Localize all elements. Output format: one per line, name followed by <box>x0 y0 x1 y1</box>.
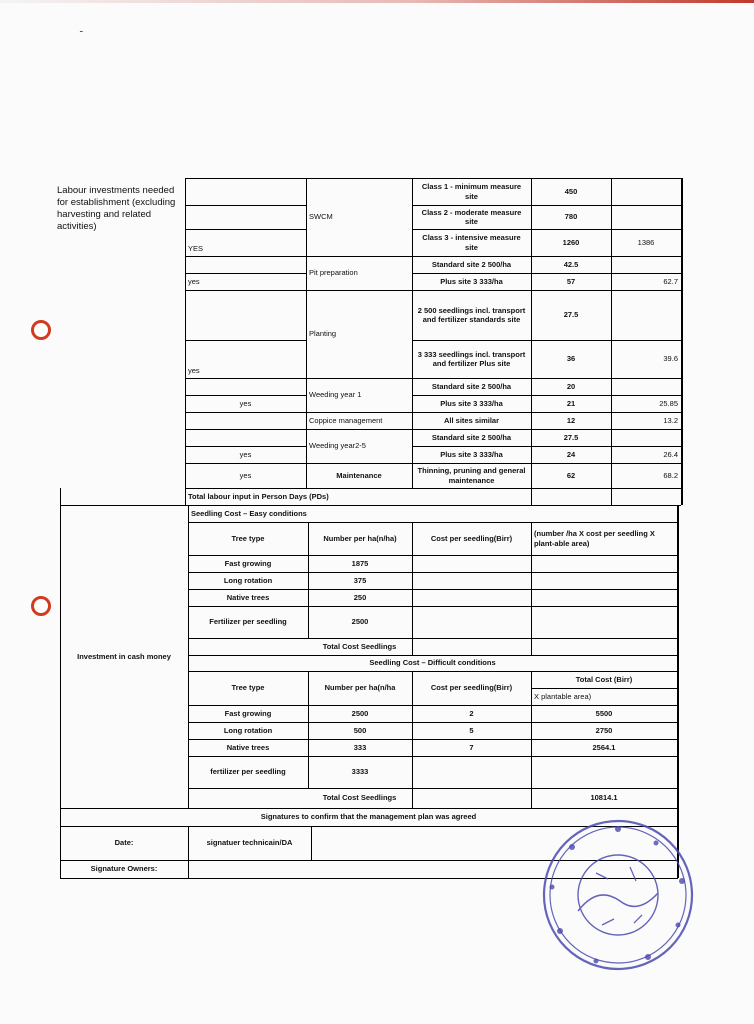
labour-adjusted-days <box>612 429 680 446</box>
table-rule <box>185 205 306 206</box>
punch-hole-bottom <box>31 596 51 616</box>
difficult-tree-type: Fast growing <box>224 708 272 718</box>
official-seal <box>538 815 698 975</box>
yes-mark: yes <box>239 449 252 459</box>
easy-cost-per-seedling <box>413 589 530 606</box>
labour-person-days: 1260 <box>562 237 580 247</box>
easy-header-tree-type: Tree type <box>231 533 265 543</box>
easy-total-cost <box>532 572 676 589</box>
yes-mark: yes <box>188 276 200 286</box>
page-mark: ـ <box>80 24 83 34</box>
table-rule <box>185 340 306 341</box>
easy-number-per-ha: 375 <box>353 575 367 585</box>
technician-signature-label: signatuer technicain/DA <box>206 838 293 848</box>
easy-tree-type: Long rotation <box>223 575 273 585</box>
easy-cost-per-seedling <box>413 606 530 638</box>
labour-activity-description: Plus site 3 333/ha <box>440 398 503 408</box>
labour-activity-description: Thinning, pruning and general maintenance <box>417 466 526 485</box>
labour-activity-description: Class 3 - intensive measure site <box>422 233 521 252</box>
labour-activity-description: Standard site 2 500/ha <box>431 432 512 442</box>
table-rule <box>306 178 307 488</box>
difficult-number-per-ha: 3333 <box>351 767 369 777</box>
pit-preparation-label: Pit preparation <box>309 268 358 278</box>
labour-activity-description: Class 1 - minimum measure site <box>421 182 522 201</box>
difficult-cost-per-seedling <box>413 756 530 788</box>
table-rule <box>531 688 677 689</box>
table-rule <box>311 826 312 860</box>
punch-hole-top <box>31 320 51 340</box>
difficult-tree-type: Native trees <box>226 742 270 752</box>
labour-side-label: Labour investments needed for establishment (excluding harvesting and related activities) <box>57 185 176 232</box>
table-rule <box>611 178 612 505</box>
table-rule <box>308 522 309 638</box>
difficult-total-cost: 2564.1 <box>592 742 616 752</box>
labour-person-days: 27.5 <box>563 432 579 442</box>
total-labour-label: Total labour input in Person Days (PDs) <box>188 491 329 501</box>
owners-signature-label: Signature Owners: <box>90 864 158 874</box>
table-rule <box>412 229 681 230</box>
difficult-number-per-ha: 2500 <box>351 708 369 718</box>
easy-total-cost <box>532 589 676 606</box>
table-rule <box>412 522 413 655</box>
difficult-number-per-ha: 500 <box>353 725 367 735</box>
table-rule <box>185 395 306 396</box>
difficult-cost-per-seedling: 7 <box>469 742 474 752</box>
table-rule <box>412 446 681 447</box>
labour-adjusted-days: 39.6 <box>663 354 678 364</box>
yes-mark: YES <box>188 244 204 254</box>
easy-number-per-ha: 1875 <box>351 558 369 568</box>
labour-person-days: 42.5 <box>563 259 579 269</box>
table-rule <box>412 671 413 808</box>
difficult-total-cost: 2750 <box>595 725 613 735</box>
labour-activity-description: All sites similar <box>443 415 500 425</box>
table-rule <box>682 178 683 505</box>
signatures-title: Signatures to confirm that the management plan was agreed <box>260 812 477 822</box>
labour-adjusted-days <box>612 290 680 340</box>
difficult-total-cost <box>532 756 676 788</box>
easy-cost-per-seedling <box>413 555 530 572</box>
labour-adjusted-days: 25.85 <box>659 398 678 408</box>
labour-activity-description: Plus site 3 333/ha <box>440 449 503 459</box>
table-rule <box>185 290 681 291</box>
difficult-header-tree-type: Tree type <box>231 683 265 693</box>
difficult-section-title: Seedling Cost – Difficult conditions <box>369 658 496 668</box>
labour-person-days: 780 <box>564 212 578 222</box>
weeding-year2-5-label: Weeding year2-5 <box>309 441 366 451</box>
difficult-cost-per-seedling: 5 <box>469 725 474 735</box>
labour-adjusted-days: 68.2 <box>663 470 678 480</box>
table-rule <box>185 256 681 257</box>
easy-tree-type: Fast growing <box>224 558 272 568</box>
labour-adjusted-days <box>612 256 680 273</box>
date-label: Date: <box>114 838 134 848</box>
table-rule <box>185 412 681 413</box>
table-rule <box>185 273 306 274</box>
table-rule <box>185 178 186 505</box>
table-rule <box>308 671 309 788</box>
labour-activity-description: Class 2 - moderate measure site <box>421 207 522 226</box>
labour-person-days: 24 <box>566 449 576 459</box>
planting-label: Planting <box>309 329 337 339</box>
labour-adjusted-days: 1386 <box>637 237 655 247</box>
table-rule <box>531 178 532 505</box>
yes-mark: yes <box>239 398 252 408</box>
labour-person-days: 12 <box>566 415 576 425</box>
labour-activity-description: Standard site 2 500/ha <box>431 259 512 269</box>
difficult-header-total: Total Cost (Birr) <box>575 674 633 684</box>
difficult-number-per-ha: 333 <box>353 742 367 752</box>
difficult-tree-type: fertilizer per seedling <box>210 767 286 777</box>
easy-tree-type: Fertilizer per seedling <box>209 617 287 627</box>
table-rule <box>412 273 681 274</box>
table-rule <box>412 178 413 488</box>
labour-adjusted-days: 26.4 <box>663 449 678 459</box>
table-rule <box>185 229 306 230</box>
table-rule <box>531 522 532 655</box>
table-rule <box>412 395 681 396</box>
easy-number-per-ha: 250 <box>353 592 367 602</box>
easy-total-label: Total Cost Seedlings <box>322 641 397 651</box>
table-rule <box>185 446 306 447</box>
labour-person-days: 57 <box>566 276 576 286</box>
difficult-header-total-note: X plantable area) <box>534 691 592 701</box>
difficult-tree-type: Long rotation <box>223 725 273 735</box>
labour-person-days: 62 <box>566 470 576 480</box>
table-rule <box>412 340 681 341</box>
maintenance-label: Maintenance <box>336 470 382 480</box>
labour-adjusted-days: 62.7 <box>663 276 678 286</box>
table-rule <box>188 826 189 878</box>
difficult-cost-per-seedling: 2 <box>469 708 474 718</box>
labour-adjusted-days <box>612 378 680 395</box>
easy-tree-type: Native trees <box>226 592 270 602</box>
labour-activity-description: 2 500 seedlings incl. transport and fertilizer standards site <box>417 305 526 324</box>
labour-adjusted-days <box>612 178 680 205</box>
easy-header-total: (number /ha X cost per seedling X plant-able area) <box>534 529 655 548</box>
table-rule <box>185 378 681 379</box>
coppice-management-label: Coppice management <box>309 415 383 425</box>
difficult-header-number: Number per ha(n/ha <box>324 683 396 693</box>
yes-mark: yes <box>239 470 252 480</box>
difficult-total-value: 10814.1 <box>590 793 618 803</box>
difficult-total-cost: 5500 <box>595 708 613 718</box>
difficult-total-label: Total Cost Seedlings <box>322 793 397 803</box>
cash-side-label: Investment in cash money <box>77 651 171 661</box>
easy-header-number: Number per ha(n/ha) <box>323 533 397 543</box>
easy-header-cost: Cost per seedling(Birr) <box>430 533 513 543</box>
table-rule <box>185 429 681 430</box>
swcm-label: SWCM <box>309 212 333 222</box>
labour-person-days: 36 <box>566 354 576 364</box>
page-top-edge <box>0 0 754 3</box>
labour-person-days: 21 <box>566 398 576 408</box>
table-rule <box>531 671 532 808</box>
table-rule <box>412 205 681 206</box>
table-rule <box>185 178 682 179</box>
yes-mark: yes <box>188 366 200 376</box>
easy-total-cost <box>532 606 676 638</box>
labour-activity-description: Standard site 2 500/ha <box>431 381 512 391</box>
easy-total-cost <box>532 555 676 572</box>
easy-number-per-ha: 2500 <box>351 617 369 627</box>
labour-adjusted-days: 13.2 <box>663 415 678 425</box>
labour-adjusted-days <box>612 205 680 229</box>
table-rule <box>185 488 681 489</box>
easy-cost-per-seedling <box>413 572 530 589</box>
labour-person-days: 20 <box>566 381 576 391</box>
difficult-header-cost: Cost per seedling(Birr) <box>430 683 513 693</box>
labour-person-days: 450 <box>564 186 578 196</box>
table-rule <box>185 463 681 464</box>
easy-section-title: Seedling Cost – Easy conditions <box>191 508 307 518</box>
labour-activity-description: Plus site 3 333/ha <box>440 276 503 286</box>
labour-person-days: 27.5 <box>563 310 579 320</box>
weeding-year1-label: Weeding year 1 <box>309 390 362 400</box>
labour-activity-description: 3 333 seedlings incl. transport and fertilizer Plus site <box>417 349 526 368</box>
